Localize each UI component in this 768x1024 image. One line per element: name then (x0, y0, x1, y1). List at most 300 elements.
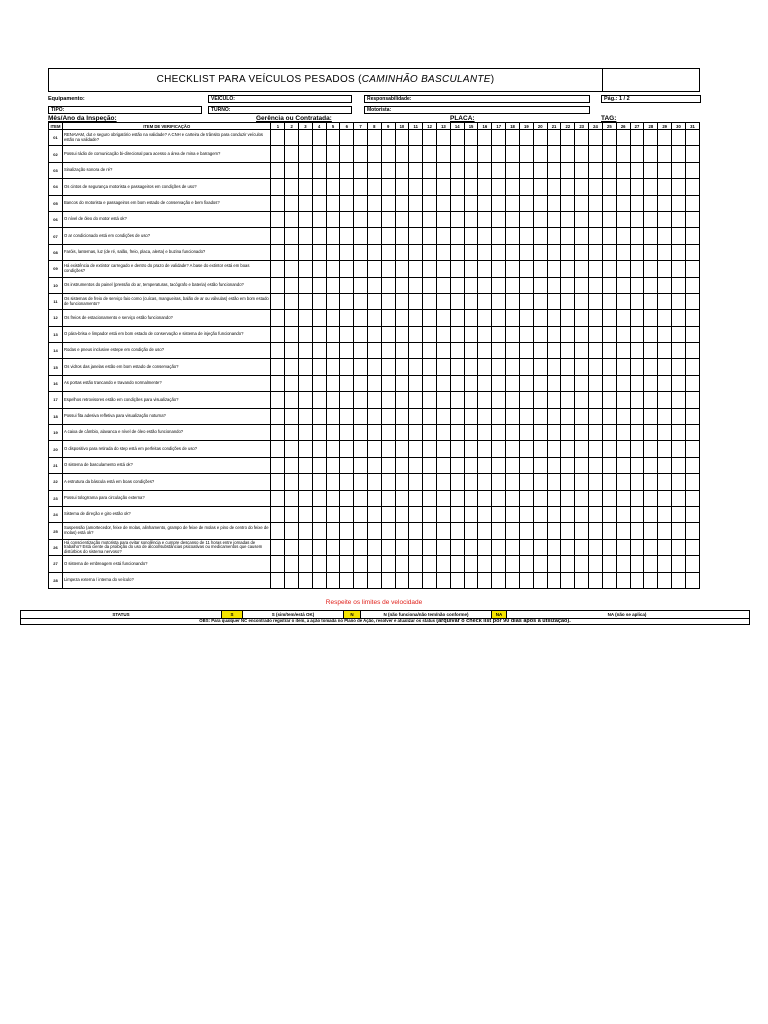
check-cell[interactable] (533, 146, 547, 162)
check-cell[interactable] (533, 244, 547, 260)
check-cell[interactable] (658, 556, 672, 572)
check-cell[interactable] (589, 457, 603, 473)
check-cell[interactable] (395, 457, 409, 473)
check-cell[interactable] (506, 441, 520, 457)
check-cell[interactable] (299, 474, 313, 490)
check-cell[interactable] (478, 293, 492, 309)
check-cell[interactable] (285, 228, 299, 244)
check-cell[interactable] (450, 195, 464, 211)
check-cell[interactable] (685, 130, 699, 146)
check-cell[interactable] (354, 506, 368, 522)
check-cell[interactable] (644, 425, 658, 441)
check-cell[interactable] (658, 310, 672, 326)
check-cell[interactable] (506, 261, 520, 277)
check-cell[interactable] (672, 506, 686, 522)
check-cell[interactable] (299, 457, 313, 473)
check-cell[interactable] (409, 244, 423, 260)
check-cell[interactable] (409, 130, 423, 146)
check-cell[interactable] (271, 146, 285, 162)
check-cell[interactable] (547, 179, 561, 195)
check-cell[interactable] (506, 572, 520, 588)
check-cell[interactable] (326, 572, 340, 588)
tipo-field[interactable]: TIPO: (48, 106, 202, 114)
check-cell[interactable] (519, 359, 533, 375)
check-cell[interactable] (464, 523, 478, 539)
check-cell[interactable] (312, 162, 326, 178)
check-cell[interactable] (299, 539, 313, 555)
check-cell[interactable] (367, 523, 381, 539)
check-cell[interactable] (630, 228, 644, 244)
check-cell[interactable] (464, 490, 478, 506)
check-cell[interactable] (685, 293, 699, 309)
check-cell[interactable] (616, 375, 630, 391)
check-cell[interactable] (672, 310, 686, 326)
check-cell[interactable] (658, 474, 672, 490)
check-cell[interactable] (423, 179, 437, 195)
check-cell[interactable] (367, 261, 381, 277)
check-cell[interactable] (436, 490, 450, 506)
check-cell[interactable] (630, 261, 644, 277)
check-cell[interactable] (354, 130, 368, 146)
check-cell[interactable] (602, 441, 616, 457)
check-cell[interactable] (616, 130, 630, 146)
check-cell[interactable] (547, 474, 561, 490)
check-cell[interactable] (367, 490, 381, 506)
check-cell[interactable] (436, 572, 450, 588)
check-cell[interactable] (658, 228, 672, 244)
check-cell[interactable] (423, 539, 437, 555)
check-cell[interactable] (271, 408, 285, 424)
check-cell[interactable] (561, 425, 575, 441)
check-cell[interactable] (381, 293, 395, 309)
check-cell[interactable] (299, 211, 313, 227)
check-cell[interactable] (492, 310, 506, 326)
check-cell[interactable] (616, 425, 630, 441)
check-cell[interactable] (519, 162, 533, 178)
check-cell[interactable] (395, 195, 409, 211)
check-cell[interactable] (299, 392, 313, 408)
check-cell[interactable] (340, 425, 354, 441)
check-cell[interactable] (395, 162, 409, 178)
check-cell[interactable] (381, 326, 395, 342)
check-cell[interactable] (519, 441, 533, 457)
check-cell[interactable] (492, 523, 506, 539)
check-cell[interactable] (450, 179, 464, 195)
check-cell[interactable] (285, 375, 299, 391)
check-cell[interactable] (685, 195, 699, 211)
check-cell[interactable] (423, 310, 437, 326)
check-cell[interactable] (547, 572, 561, 588)
check-cell[interactable] (409, 375, 423, 391)
check-cell[interactable] (685, 211, 699, 227)
check-cell[interactable] (354, 474, 368, 490)
check-cell[interactable] (575, 556, 589, 572)
check-cell[interactable] (312, 474, 326, 490)
check-cell[interactable] (630, 162, 644, 178)
check-cell[interactable] (561, 211, 575, 227)
check-cell[interactable] (395, 375, 409, 391)
check-cell[interactable] (340, 195, 354, 211)
check-cell[interactable] (575, 228, 589, 244)
check-cell[interactable] (409, 277, 423, 293)
check-cell[interactable] (381, 556, 395, 572)
check-cell[interactable] (450, 211, 464, 227)
check-cell[interactable] (492, 392, 506, 408)
check-cell[interactable] (450, 343, 464, 359)
check-cell[interactable] (561, 261, 575, 277)
check-cell[interactable] (423, 228, 437, 244)
check-cell[interactable] (271, 359, 285, 375)
check-cell[interactable] (644, 539, 658, 555)
check-cell[interactable] (271, 179, 285, 195)
check-cell[interactable] (602, 474, 616, 490)
check-cell[interactable] (354, 523, 368, 539)
check-cell[interactable] (561, 490, 575, 506)
check-cell[interactable] (450, 539, 464, 555)
check-cell[interactable] (492, 474, 506, 490)
check-cell[interactable] (367, 195, 381, 211)
check-cell[interactable] (354, 293, 368, 309)
check-cell[interactable] (285, 293, 299, 309)
check-cell[interactable] (630, 293, 644, 309)
check-cell[interactable] (616, 261, 630, 277)
check-cell[interactable] (436, 375, 450, 391)
check-cell[interactable] (423, 392, 437, 408)
check-cell[interactable] (506, 490, 520, 506)
check-cell[interactable] (547, 556, 561, 572)
check-cell[interactable] (602, 343, 616, 359)
check-cell[interactable] (575, 425, 589, 441)
check-cell[interactable] (602, 523, 616, 539)
check-cell[interactable] (519, 392, 533, 408)
check-cell[interactable] (547, 441, 561, 457)
check-cell[interactable] (409, 490, 423, 506)
check-cell[interactable] (450, 146, 464, 162)
check-cell[interactable] (395, 146, 409, 162)
check-cell[interactable] (616, 293, 630, 309)
check-cell[interactable] (436, 441, 450, 457)
check-cell[interactable] (630, 539, 644, 555)
check-cell[interactable] (326, 211, 340, 227)
check-cell[interactable] (299, 425, 313, 441)
check-cell[interactable] (423, 293, 437, 309)
check-cell[interactable] (492, 261, 506, 277)
check-cell[interactable] (312, 179, 326, 195)
check-cell[interactable] (547, 293, 561, 309)
check-cell[interactable] (644, 408, 658, 424)
check-cell[interactable] (616, 343, 630, 359)
check-cell[interactable] (561, 277, 575, 293)
check-cell[interactable] (519, 293, 533, 309)
check-cell[interactable] (464, 392, 478, 408)
check-cell[interactable] (602, 228, 616, 244)
check-cell[interactable] (299, 359, 313, 375)
check-cell[interactable] (589, 441, 603, 457)
check-cell[interactable] (575, 408, 589, 424)
check-cell[interactable] (506, 293, 520, 309)
check-cell[interactable] (436, 146, 450, 162)
check-cell[interactable] (575, 277, 589, 293)
check-cell[interactable] (602, 392, 616, 408)
check-cell[interactable] (506, 277, 520, 293)
check-cell[interactable] (367, 130, 381, 146)
check-cell[interactable] (340, 523, 354, 539)
check-cell[interactable] (589, 392, 603, 408)
check-cell[interactable] (478, 130, 492, 146)
check-cell[interactable] (478, 490, 492, 506)
check-cell[interactable] (644, 572, 658, 588)
check-cell[interactable] (602, 261, 616, 277)
check-cell[interactable] (395, 211, 409, 227)
check-cell[interactable] (326, 539, 340, 555)
check-cell[interactable] (312, 490, 326, 506)
check-cell[interactable] (326, 261, 340, 277)
check-cell[interactable] (506, 359, 520, 375)
check-cell[interactable] (575, 490, 589, 506)
check-cell[interactable] (506, 310, 520, 326)
check-cell[interactable] (423, 490, 437, 506)
check-cell[interactable] (478, 474, 492, 490)
check-cell[interactable] (450, 474, 464, 490)
check-cell[interactable] (299, 293, 313, 309)
check-cell[interactable] (367, 359, 381, 375)
check-cell[interactable] (423, 572, 437, 588)
check-cell[interactable] (312, 539, 326, 555)
check-cell[interactable] (533, 130, 547, 146)
check-cell[interactable] (381, 310, 395, 326)
check-cell[interactable] (616, 441, 630, 457)
check-cell[interactable] (354, 146, 368, 162)
check-cell[interactable] (616, 228, 630, 244)
check-cell[interactable] (409, 162, 423, 178)
check-cell[interactable] (630, 556, 644, 572)
check-cell[interactable] (312, 130, 326, 146)
check-cell[interactable] (271, 228, 285, 244)
veiculo-field[interactable]: VEÍCULO: (208, 95, 352, 103)
check-cell[interactable] (354, 441, 368, 457)
check-cell[interactable] (436, 359, 450, 375)
check-cell[interactable] (602, 244, 616, 260)
check-cell[interactable] (672, 211, 686, 227)
check-cell[interactable] (589, 506, 603, 522)
check-cell[interactable] (367, 310, 381, 326)
turno-field[interactable]: TURNO: (208, 106, 352, 114)
check-cell[interactable] (340, 310, 354, 326)
check-cell[interactable] (644, 556, 658, 572)
check-cell[interactable] (602, 375, 616, 391)
check-cell[interactable] (381, 343, 395, 359)
check-cell[interactable] (589, 146, 603, 162)
check-cell[interactable] (271, 539, 285, 555)
check-cell[interactable] (589, 162, 603, 178)
check-cell[interactable] (436, 457, 450, 473)
check-cell[interactable] (450, 293, 464, 309)
check-cell[interactable] (464, 506, 478, 522)
check-cell[interactable] (616, 523, 630, 539)
check-cell[interactable] (436, 130, 450, 146)
check-cell[interactable] (450, 490, 464, 506)
check-cell[interactable] (492, 425, 506, 441)
check-cell[interactable] (478, 244, 492, 260)
check-cell[interactable] (285, 146, 299, 162)
check-cell[interactable] (271, 277, 285, 293)
check-cell[interactable] (271, 310, 285, 326)
check-cell[interactable] (409, 228, 423, 244)
check-cell[interactable] (299, 523, 313, 539)
check-cell[interactable] (519, 228, 533, 244)
check-cell[interactable] (561, 572, 575, 588)
check-cell[interactable] (672, 293, 686, 309)
check-cell[interactable] (381, 228, 395, 244)
check-cell[interactable] (519, 277, 533, 293)
check-cell[interactable] (271, 375, 285, 391)
check-cell[interactable] (644, 506, 658, 522)
check-cell[interactable] (547, 490, 561, 506)
check-cell[interactable] (630, 326, 644, 342)
check-cell[interactable] (354, 343, 368, 359)
check-cell[interactable] (395, 392, 409, 408)
check-cell[interactable] (450, 310, 464, 326)
check-cell[interactable] (519, 523, 533, 539)
check-cell[interactable] (450, 392, 464, 408)
check-cell[interactable] (423, 408, 437, 424)
check-cell[interactable] (271, 441, 285, 457)
check-cell[interactable] (672, 572, 686, 588)
check-cell[interactable] (547, 326, 561, 342)
check-cell[interactable] (602, 359, 616, 375)
check-cell[interactable] (492, 195, 506, 211)
check-cell[interactable] (630, 392, 644, 408)
check-cell[interactable] (464, 195, 478, 211)
check-cell[interactable] (575, 261, 589, 277)
check-cell[interactable] (658, 261, 672, 277)
check-cell[interactable] (367, 425, 381, 441)
check-cell[interactable] (395, 293, 409, 309)
check-cell[interactable] (367, 228, 381, 244)
check-cell[interactable] (285, 392, 299, 408)
check-cell[interactable] (340, 392, 354, 408)
check-cell[interactable] (436, 277, 450, 293)
check-cell[interactable] (506, 474, 520, 490)
check-cell[interactable] (409, 179, 423, 195)
check-cell[interactable] (271, 162, 285, 178)
check-cell[interactable] (381, 392, 395, 408)
check-cell[interactable] (589, 244, 603, 260)
check-cell[interactable] (630, 457, 644, 473)
check-cell[interactable] (354, 572, 368, 588)
check-cell[interactable] (423, 375, 437, 391)
check-cell[interactable] (561, 228, 575, 244)
check-cell[interactable] (326, 293, 340, 309)
check-cell[interactable] (326, 179, 340, 195)
check-cell[interactable] (575, 392, 589, 408)
check-cell[interactable] (561, 162, 575, 178)
check-cell[interactable] (533, 359, 547, 375)
check-cell[interactable] (354, 408, 368, 424)
check-cell[interactable] (285, 441, 299, 457)
check-cell[interactable] (644, 457, 658, 473)
check-cell[interactable] (685, 474, 699, 490)
check-cell[interactable] (644, 310, 658, 326)
check-cell[interactable] (395, 179, 409, 195)
check-cell[interactable] (519, 408, 533, 424)
check-cell[interactable] (672, 326, 686, 342)
check-cell[interactable] (285, 162, 299, 178)
check-cell[interactable] (506, 392, 520, 408)
check-cell[interactable] (644, 326, 658, 342)
check-cell[interactable] (409, 359, 423, 375)
check-cell[interactable] (561, 326, 575, 342)
check-cell[interactable] (299, 195, 313, 211)
check-cell[interactable] (533, 277, 547, 293)
check-cell[interactable] (354, 490, 368, 506)
check-cell[interactable] (547, 539, 561, 555)
check-cell[interactable] (326, 162, 340, 178)
check-cell[interactable] (658, 359, 672, 375)
check-cell[interactable] (506, 162, 520, 178)
check-cell[interactable] (409, 425, 423, 441)
check-cell[interactable] (464, 572, 478, 588)
check-cell[interactable] (519, 261, 533, 277)
check-cell[interactable] (492, 277, 506, 293)
check-cell[interactable] (312, 359, 326, 375)
check-cell[interactable] (658, 146, 672, 162)
check-cell[interactable] (367, 277, 381, 293)
check-cell[interactable] (395, 506, 409, 522)
check-cell[interactable] (312, 441, 326, 457)
check-cell[interactable] (381, 490, 395, 506)
check-cell[interactable] (533, 162, 547, 178)
check-cell[interactable] (644, 277, 658, 293)
check-cell[interactable] (409, 441, 423, 457)
check-cell[interactable] (367, 441, 381, 457)
check-cell[interactable] (285, 261, 299, 277)
check-cell[interactable] (547, 277, 561, 293)
check-cell[interactable] (672, 343, 686, 359)
check-cell[interactable] (381, 474, 395, 490)
check-cell[interactable] (547, 359, 561, 375)
check-cell[interactable] (506, 244, 520, 260)
check-cell[interactable] (381, 211, 395, 227)
check-cell[interactable] (658, 392, 672, 408)
check-cell[interactable] (519, 539, 533, 555)
check-cell[interactable] (450, 130, 464, 146)
check-cell[interactable] (423, 359, 437, 375)
check-cell[interactable] (533, 375, 547, 391)
check-cell[interactable] (478, 457, 492, 473)
check-cell[interactable] (271, 211, 285, 227)
check-cell[interactable] (464, 556, 478, 572)
check-cell[interactable] (478, 392, 492, 408)
check-cell[interactable] (519, 130, 533, 146)
check-cell[interactable] (519, 211, 533, 227)
check-cell[interactable] (354, 425, 368, 441)
responsabilidade-field[interactable]: Responsabilidade: (364, 95, 590, 103)
check-cell[interactable] (312, 293, 326, 309)
check-cell[interactable] (547, 425, 561, 441)
check-cell[interactable] (644, 162, 658, 178)
check-cell[interactable] (436, 556, 450, 572)
check-cell[interactable] (589, 130, 603, 146)
check-cell[interactable] (395, 425, 409, 441)
check-cell[interactable] (381, 162, 395, 178)
check-cell[interactable] (340, 375, 354, 391)
check-cell[interactable] (312, 556, 326, 572)
check-cell[interactable] (644, 211, 658, 227)
check-cell[interactable] (354, 375, 368, 391)
check-cell[interactable] (409, 408, 423, 424)
check-cell[interactable] (354, 162, 368, 178)
